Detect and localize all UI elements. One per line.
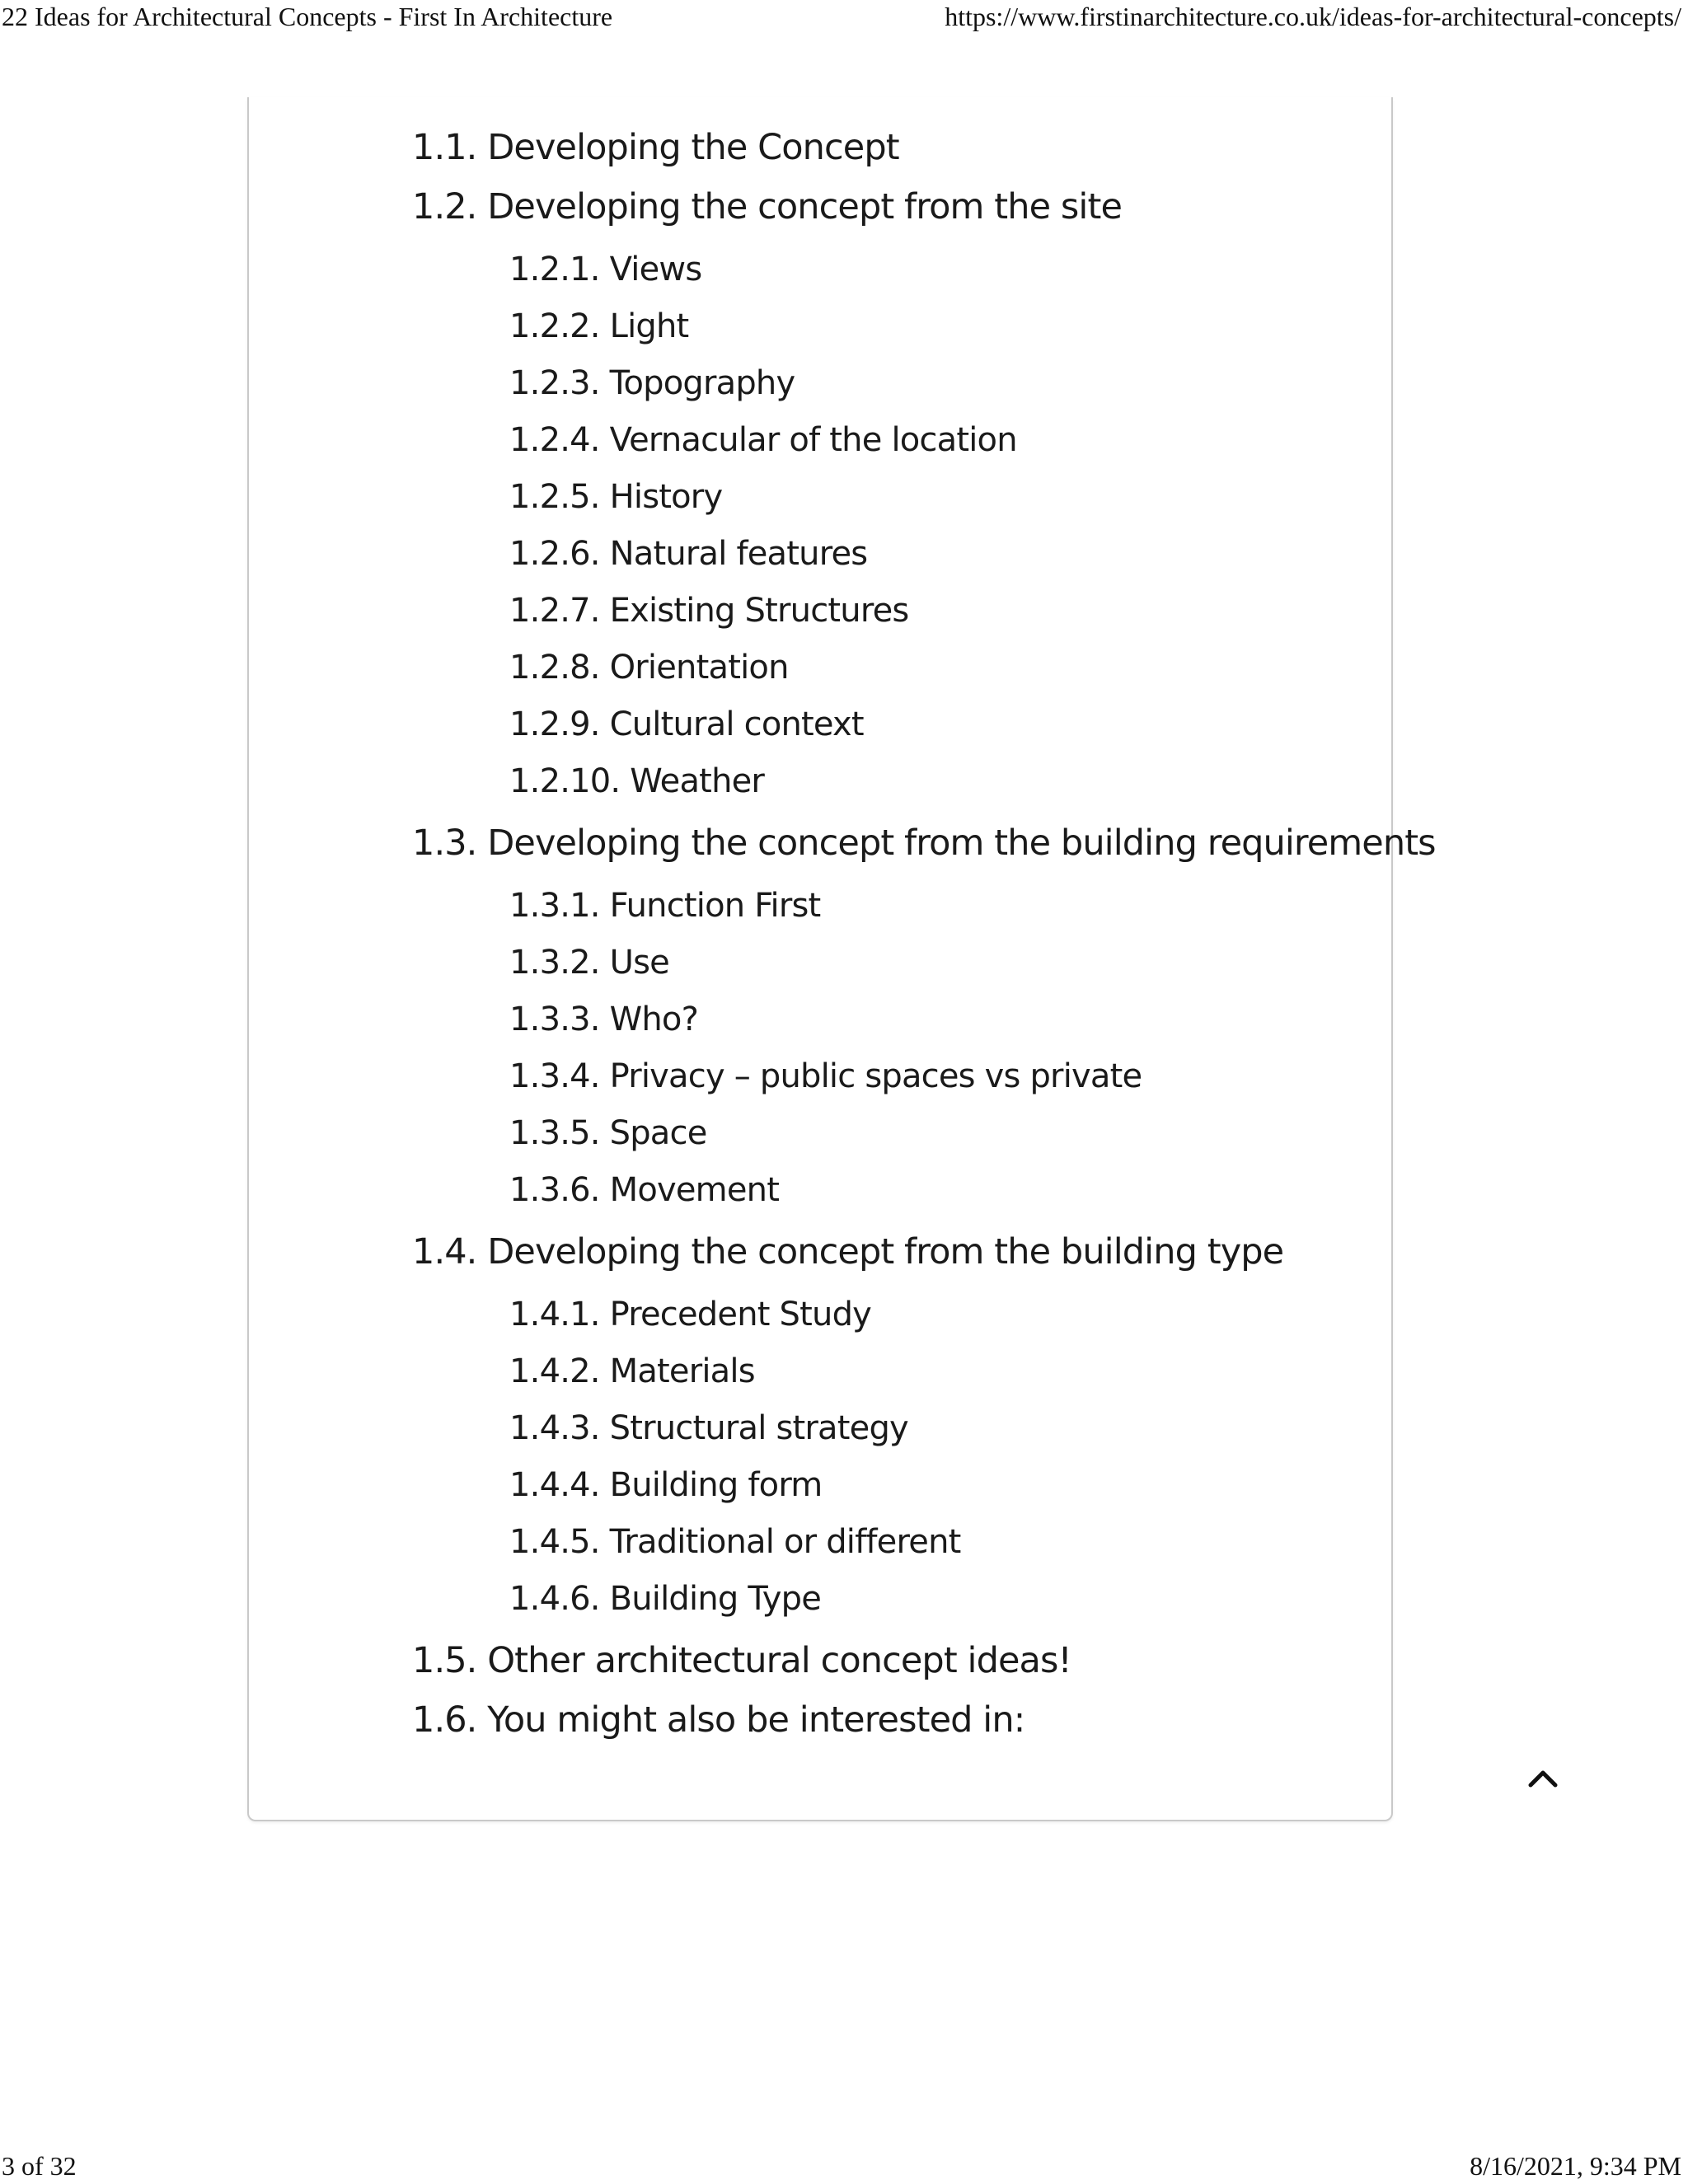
toc-link-1-3-4[interactable]: 1.3.4. Privacy – public spaces vs private [509, 1057, 1142, 1095]
toc-link-1-4-1[interactable]: 1.4.1. Precedent Study [509, 1296, 872, 1333]
toc-link-1-4-3[interactable]: 1.4.3. Structural strategy [509, 1409, 908, 1447]
toc-link-1-4-5[interactable]: 1.4.5. Traditional or different [509, 1523, 961, 1561]
toc-link-1-2-1[interactable]: 1.2.1. Views [509, 251, 702, 288]
toc-link-1-2-8[interactable]: 1.2.8. Orientation [509, 649, 789, 687]
toc-link-1-2-6[interactable]: 1.2.6. Natural features [509, 535, 868, 573]
scroll-to-top-button[interactable] [1523, 1759, 1563, 1798]
toc-link-1-4-6[interactable]: 1.4.6. Building Type [509, 1580, 822, 1618]
print-page-number: 3 of 32 [2, 2151, 77, 2181]
toc-link-1-4[interactable]: 1.4. Developing the concept from the building type [412, 1231, 1284, 1272]
toc-link-1-3-3[interactable]: 1.3.3. Who? [509, 1001, 699, 1038]
toc-link-1-3-1[interactable]: 1.3.1. Function First [509, 887, 821, 925]
toc-link-1-2-10[interactable]: 1.2.10. Weather [509, 762, 765, 800]
toc-link-1-2-7[interactable]: 1.2.7. Existing Structures [509, 592, 909, 630]
toc-link-1-4-4[interactable]: 1.4.4. Building form [509, 1466, 823, 1504]
toc-link-1-2-4[interactable]: 1.2.4. Vernacular of the location [509, 421, 1017, 459]
print-datetime: 8/16/2021, 9:34 PM [1470, 2151, 1681, 2181]
toc-link-1-2-2[interactable]: 1.2.2. Light [509, 307, 689, 345]
toc-link-1-1[interactable]: 1.1. Developing the Concept [412, 127, 899, 168]
toc-link-1-2-3[interactable]: 1.2.3. Topography [509, 364, 795, 402]
print-page-url: https://www.firstinarchitecture.co.uk/ideas-for-architectural-concepts/ [945, 2, 1681, 31]
print-page-title: 22 Ideas for Architectural Concepts - First In Architecture [2, 2, 613, 31]
toc-link-1-5[interactable]: 1.5. Other architectural concept ideas! [412, 1640, 1071, 1681]
toc-link-1-3[interactable]: 1.3. Developing the concept from the building requirements [412, 823, 1436, 864]
toc-link-1-3-6[interactable]: 1.3.6. Movement [509, 1171, 780, 1209]
chevron-up-icon [1523, 1759, 1563, 1798]
toc-link-1-2[interactable]: 1.2. Developing the concept from the site [412, 186, 1122, 227]
toc-link-1-6[interactable]: 1.6. You might also be interested in: [412, 1699, 1025, 1741]
toc-link-1-3-2[interactable]: 1.3.2. Use [509, 944, 669, 982]
toc-link-1-2-9[interactable]: 1.2.9. Cultural context [509, 705, 864, 743]
toc-link-1-3-5[interactable]: 1.3.5. Space [509, 1114, 707, 1152]
toc-link-1-4-2[interactable]: 1.4.2. Materials [509, 1352, 755, 1390]
toc-link-1-2-5[interactable]: 1.2.5. History [509, 478, 723, 516]
table-of-contents [247, 97, 1436, 1821]
